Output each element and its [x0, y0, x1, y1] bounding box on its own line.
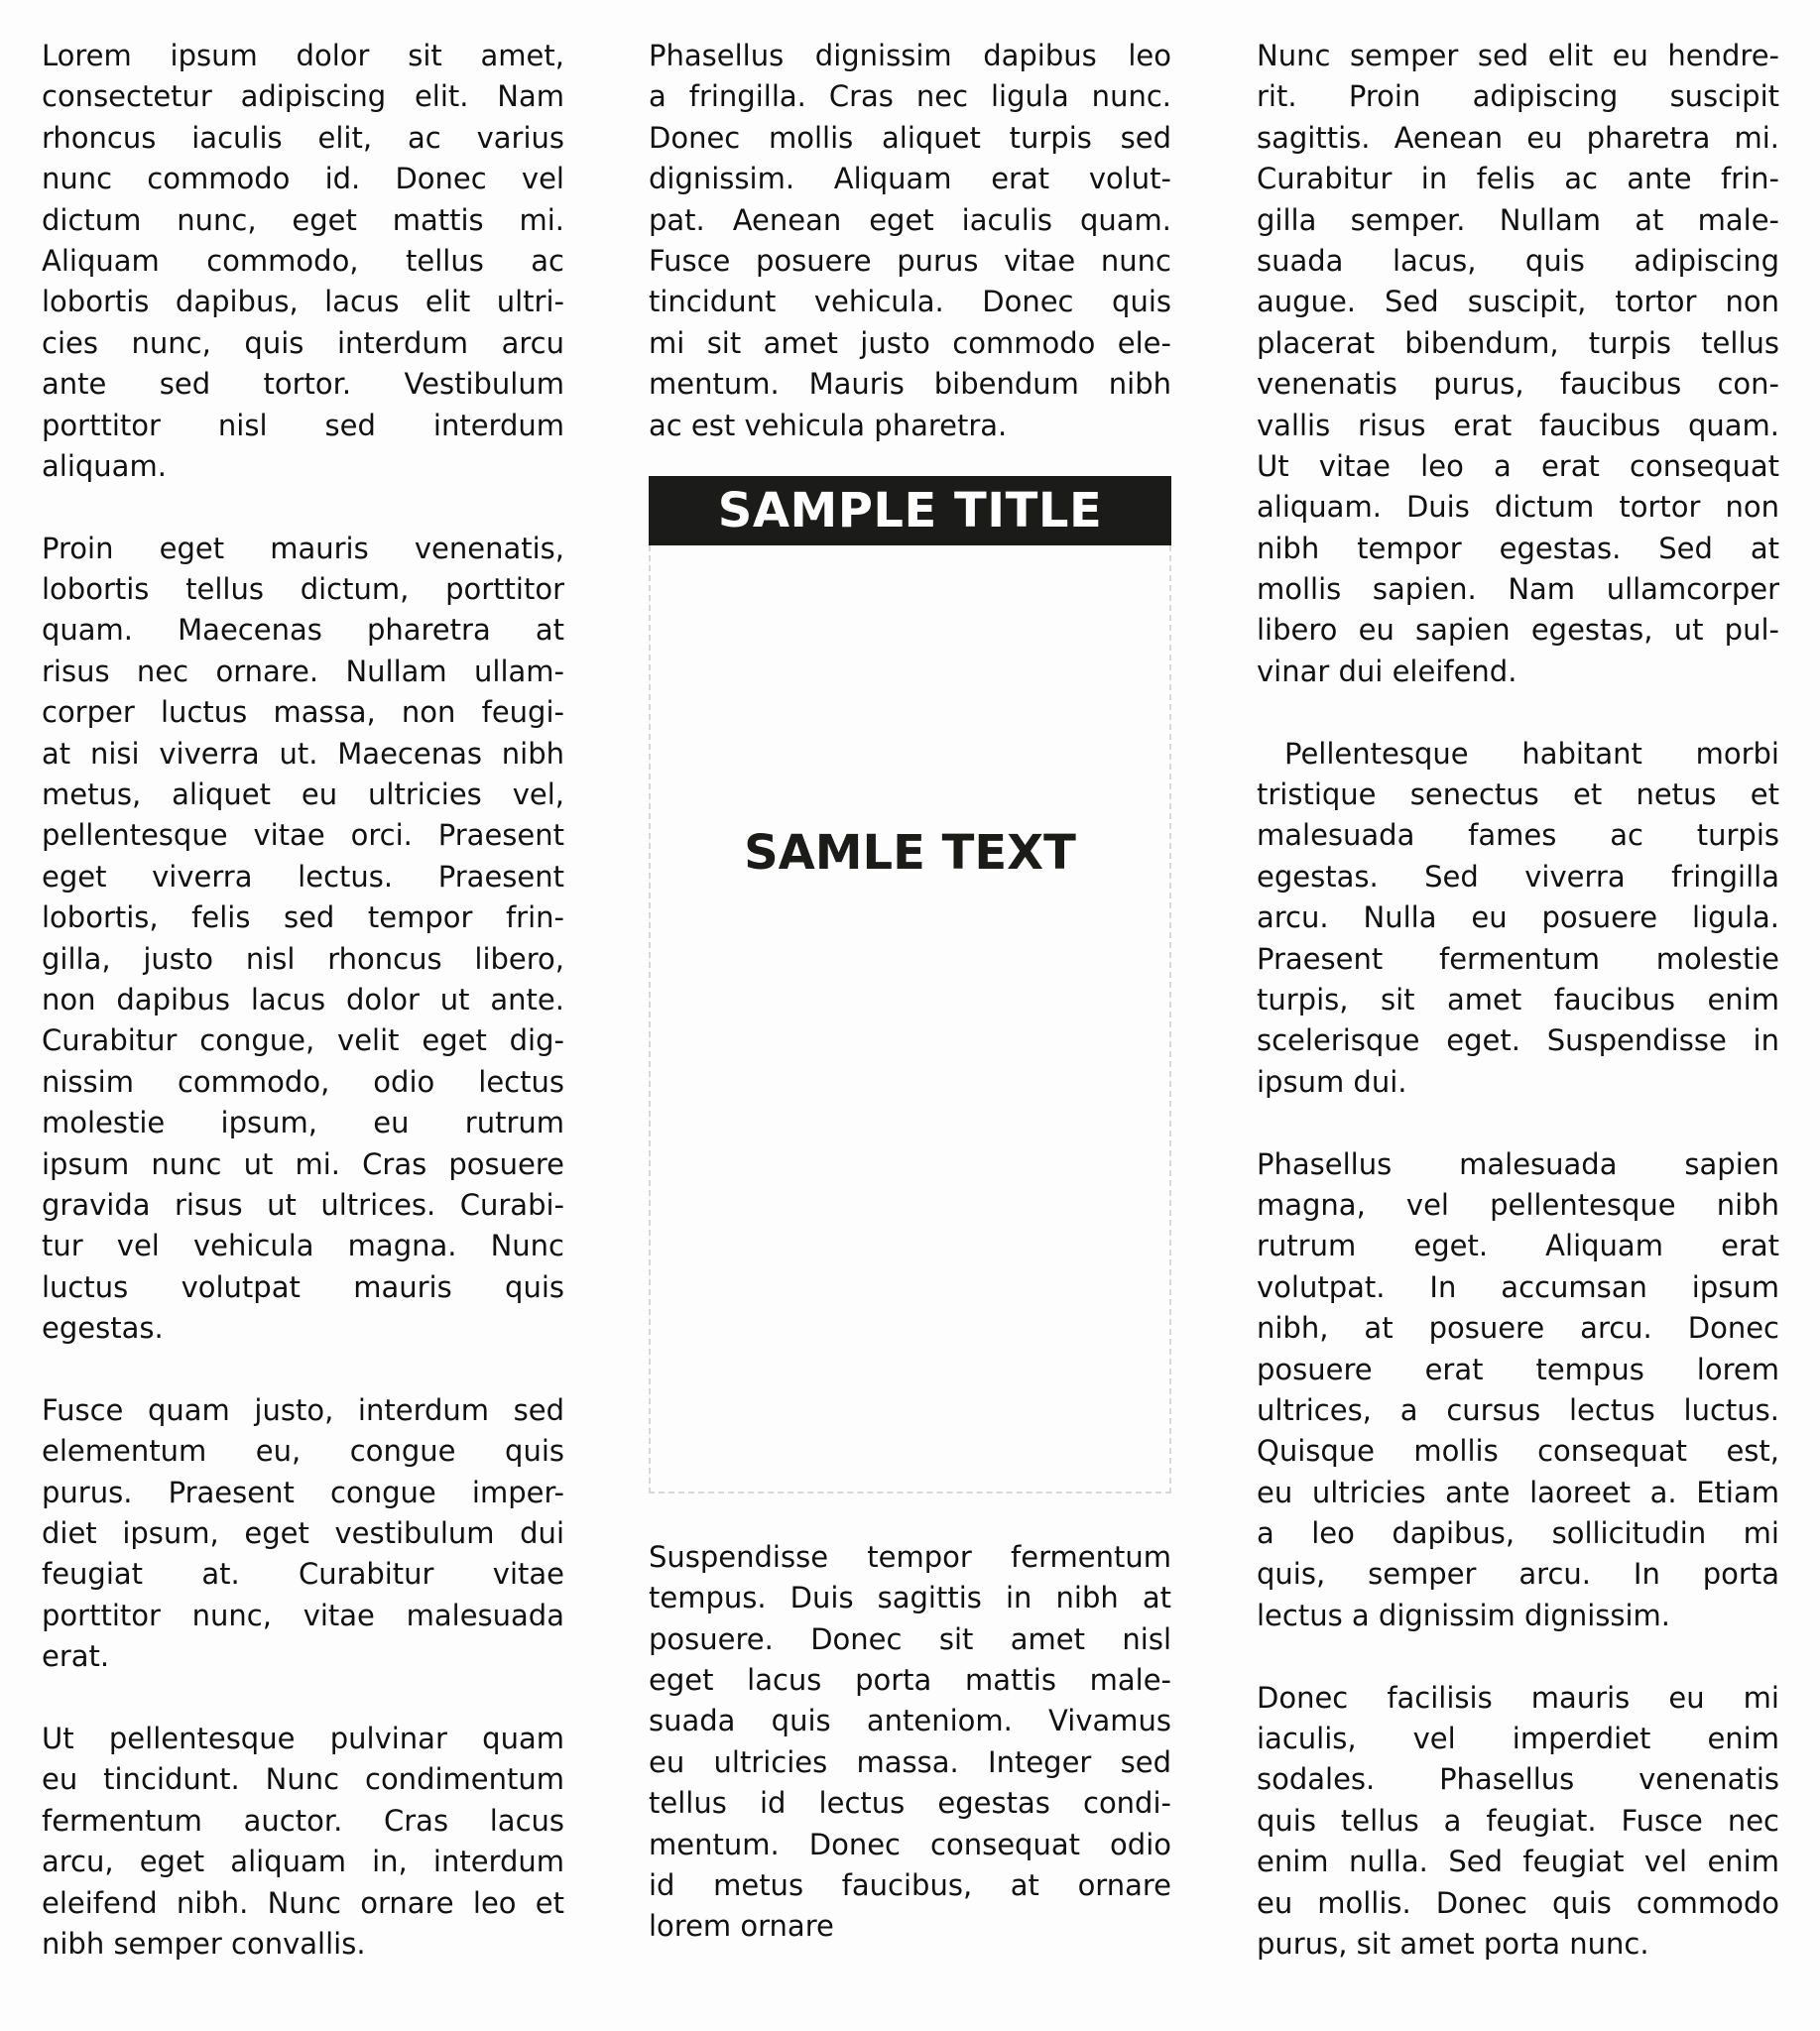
- text-line: arcu. Nulla eu posuere ligula.: [1257, 900, 1779, 935]
- text-line: egestas.: [42, 1311, 164, 1346]
- text-line: ultrices, a cursus lectus luctus.: [1257, 1392, 1779, 1427]
- text-line: lectus a dignissim dignissim.: [1257, 1598, 1671, 1632]
- text-line: corper luctus massa, non feugi-: [42, 695, 564, 730]
- text-line: mollis sapien. Nam ullamcorper: [1257, 572, 1779, 607]
- text-line: posuere. Donec sit amet nisl: [649, 1621, 1171, 1656]
- column-3: [1257, 36, 1779, 2006]
- text-line: fermentum auctor. Cras lacus: [42, 1803, 564, 1838]
- text-line: purus. Praesent congue imper-: [42, 1475, 564, 1509]
- paragraph: [1257, 36, 1779, 692]
- text-line: ipsum nunc ut mi. Cras posuere: [42, 1146, 564, 1181]
- text-line: feugiat at. Curabitur vitae: [42, 1557, 564, 1592]
- text-line: sagittis. Aenean eu pharetra mi.: [1257, 120, 1779, 155]
- text-line: Ut pellentesque pulvinar quam: [42, 1722, 564, 1756]
- text-line: molestie ipsum, eu rutrum: [42, 1106, 564, 1140]
- text-line: venenatis purus, faucibus con-: [1257, 367, 1779, 402]
- text-line: quis tellus a feugiat. Fusce nec: [1257, 1803, 1779, 1838]
- text-line: rit. Proin adipiscing suscipit: [1257, 79, 1779, 114]
- text-line: gravida risus ut ultrices. Curabi-: [42, 1187, 564, 1222]
- column-2-top: [649, 36, 1171, 446]
- text-line: malesuada fames ac turpis: [1257, 818, 1779, 853]
- text-line: Nunc semper sed elit eu hendre-: [1257, 39, 1779, 72]
- text-line: lobortis, felis sed tempor frin-: [42, 900, 564, 935]
- text-line: Pellentesque habitant morbi: [1284, 736, 1779, 771]
- text-line: eu mollis. Donec quis commodo: [1257, 1885, 1779, 1920]
- text-line: mentum. Mauris bibendum nibh: [649, 367, 1171, 402]
- text-line: cies nunc, quis interdum arcu: [42, 325, 564, 360]
- text-line: purus, sit amet porta nunc.: [1257, 1926, 1649, 1961]
- text-line: a fringilla. Cras nec ligula nunc.: [649, 79, 1171, 114]
- dashed-content-area: [649, 545, 1171, 1493]
- text-line: tur vel vehicula magna. Nunc: [42, 1229, 564, 1263]
- text-line: dignissim. Aliquam erat volut-: [649, 162, 1171, 196]
- text-line: quis, semper arcu. In porta: [1257, 1557, 1779, 1592]
- text-line: scelerisque eget. Suspendisse in: [1257, 1023, 1779, 1058]
- paragraph: [1257, 1144, 1779, 1637]
- text-line: eu tincidunt. Nunc condimentum: [42, 1762, 564, 1797]
- text-line: suada lacus, quis adipiscing: [1257, 243, 1779, 278]
- text-line: erat.: [42, 1639, 110, 1674]
- text-line: aliquam. Duis dictum tortor non: [1257, 490, 1779, 525]
- text-line: pat. Aenean eget iaculis quam.: [649, 202, 1171, 237]
- text-line: at nisi viverra ut. Maecenas nibh: [42, 736, 564, 771]
- text-line: lobortis tellus dictum, porttitor: [42, 572, 564, 607]
- text-line: nibh semper convallis.: [42, 1926, 366, 1961]
- text-line: ante sed tortor. Vestibulum: [42, 367, 564, 402]
- text-line: porttitor nunc, vitae malesuada: [42, 1598, 564, 1632]
- text-line: posuere erat tempus lorem: [1257, 1352, 1779, 1386]
- paragraph: [649, 36, 1171, 446]
- text-line: Curabitur congue, velit eget dig-: [42, 1023, 564, 1058]
- text-line: tristique senectus et netus et: [1257, 777, 1779, 812]
- text-line: Aliquam commodo, tellus ac: [42, 243, 564, 278]
- text-line: vallis risus erat faucibus quam.: [1257, 408, 1779, 442]
- text-line: tempus. Duis sagittis in nibh at: [649, 1581, 1171, 1615]
- paragraph: [42, 529, 564, 1350]
- column-2: [649, 36, 1171, 1948]
- text-line: luctus volutpat mauris quis: [42, 1269, 564, 1304]
- text-line: nissim commodo, odio lectus: [42, 1064, 564, 1099]
- text-line: Donec facilisis mauris eu mi: [1257, 1680, 1779, 1715]
- text-line: sodales. Phasellus venenatis: [1257, 1762, 1779, 1797]
- column-2-bottom: [649, 1537, 1171, 1948]
- box-title: SAMPLE TITLE: [649, 476, 1171, 545]
- text-line: Praesent fermentum molestie: [1257, 941, 1779, 976]
- paragraph: [42, 1719, 564, 1965]
- text-line: ac est vehicula pharetra.: [649, 408, 1008, 442]
- text-line: rhoncus iaculis elit, ac varius: [42, 120, 564, 155]
- text-line: gilla semper. Nullam at male-: [1257, 202, 1779, 237]
- text-line: nunc commodo id. Donec vel: [42, 162, 564, 196]
- text-line: eget lacus porta mattis male-: [649, 1663, 1171, 1698]
- text-line: Fusce posuere purus vitae nunc: [649, 243, 1171, 278]
- text-line: Phasellus malesuada sapien: [1257, 1146, 1779, 1181]
- sample-box: [649, 476, 1171, 1493]
- text-line: dictum nunc, eget mattis mi.: [42, 202, 564, 237]
- text-line: tincidunt vehicula. Donec quis: [649, 285, 1171, 319]
- paragraph: [42, 36, 564, 487]
- text-line: quam. Maecenas pharetra at: [42, 613, 564, 648]
- text-line: Phasellus dignissim dapibus leo: [649, 39, 1171, 72]
- text-line: Suspendisse tempor fermentum: [649, 1539, 1171, 1574]
- paragraph: [1257, 734, 1779, 1104]
- text-line: eget viverra lectus. Praesent: [42, 859, 564, 894]
- text-line: arcu, eget aliquam in, interdum: [42, 1845, 564, 1879]
- text-line: tellus id lectus egestas condi-: [649, 1786, 1171, 1821]
- text-line: metus, aliquet eu ultricies vel,: [42, 777, 564, 812]
- text-line: volutpat. In accumsan ipsum: [1257, 1269, 1779, 1304]
- text-line: nibh tempor egestas. Sed at: [1257, 531, 1779, 565]
- paragraph: [1257, 1678, 1779, 1966]
- text-line: aliquam.: [42, 448, 167, 483]
- box-text: SAMLE TEXT: [744, 824, 1076, 881]
- text-line: libero eu sapien egestas, ut pul-: [1257, 613, 1779, 648]
- paragraph: [649, 1537, 1171, 1948]
- column-1: [42, 36, 564, 2006]
- text-line: consectetur adipiscing elit. Nam: [42, 79, 564, 114]
- text-line: lobortis dapibus, lacus elit ultri-: [42, 285, 564, 319]
- text-line: Ut vitae leo a erat consequat: [1257, 448, 1779, 483]
- text-line: vinar dui eleifend.: [1257, 654, 1517, 688]
- text-line: magna, vel pellentesque nibh: [1257, 1187, 1779, 1222]
- text-line: mi sit amet justo commodo ele-: [649, 325, 1171, 360]
- text-line: Proin eget mauris venenatis,: [42, 531, 564, 565]
- text-line: pellentesque vitae orci. Praesent: [42, 818, 564, 853]
- text-line: eleifend nibh. Nunc ornare leo et: [42, 1885, 564, 1920]
- text-line: id metus faucibus, at ornare: [649, 1868, 1171, 1903]
- text-line: egestas. Sed viverra fringilla: [1257, 859, 1779, 894]
- text-line: non dapibus lacus dolor ut ante.: [42, 982, 564, 1016]
- text-line: risus nec ornare. Nullam ullam-: [42, 654, 564, 688]
- text-line: diet ipsum, eget vestibulum dui: [42, 1516, 564, 1551]
- text-line: nibh, at posuere arcu. Donec: [1257, 1311, 1779, 1346]
- text-line: turpis, sit amet faucibus enim: [1257, 982, 1779, 1016]
- text-line: porttitor nisl sed interdum: [42, 408, 564, 442]
- text-line: Fusce quam justo, interdum sed: [42, 1392, 564, 1427]
- text-line: Lorem ipsum dolor sit amet,: [42, 39, 564, 72]
- text-line: suada quis anteniom. Vivamus: [649, 1704, 1171, 1738]
- text-line: Donec mollis aliquet turpis sed: [649, 120, 1171, 155]
- text-line: iaculis, vel imperdiet enim: [1257, 1722, 1779, 1756]
- text-line: augue. Sed suscipit, tortor non: [1257, 285, 1779, 319]
- text-line: a leo dapibus, sollicitudin mi: [1257, 1516, 1779, 1551]
- text-line: placerat bibendum, turpis tellus: [1257, 325, 1779, 360]
- text-line: eu ultricies massa. Integer sed: [649, 1744, 1171, 1779]
- text-line: enim nulla. Sed feugiat vel enim: [1257, 1845, 1779, 1879]
- text-line: Quisque mollis consequat est,: [1257, 1434, 1779, 1469]
- text-line: rutrum eget. Aliquam erat: [1257, 1229, 1779, 1263]
- text-line: Curabitur in felis ac ante frin-: [1257, 162, 1779, 196]
- text-line: lorem ornare: [649, 1909, 834, 1944]
- text-line: elementum eu, congue quis: [42, 1434, 564, 1469]
- text-line: gilla, justo nisl rhoncus libero,: [42, 941, 564, 976]
- text-line: ipsum dui.: [1257, 1064, 1407, 1099]
- text-line: eu ultricies ante laoreet a. Etiam: [1257, 1475, 1779, 1509]
- text-line: mentum. Donec consequat odio: [649, 1827, 1171, 1861]
- paragraph: [42, 1390, 564, 1678]
